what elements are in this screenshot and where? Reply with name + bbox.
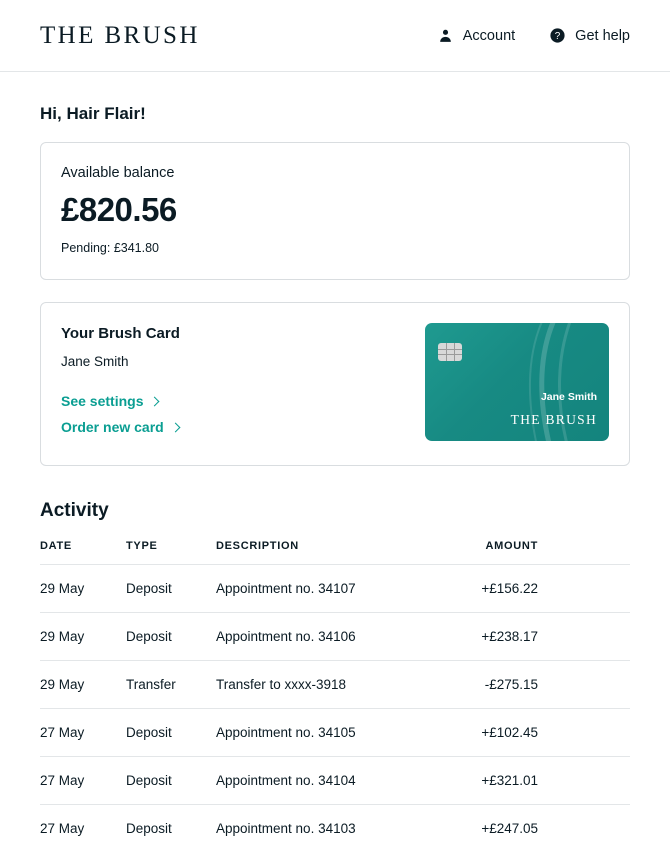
table-header-row xyxy=(40,540,630,565)
cell-amount: +£156.22 xyxy=(416,565,630,613)
available-balance-card xyxy=(40,142,630,280)
page-body xyxy=(0,104,670,850)
table-row[interactable] xyxy=(40,661,630,709)
table-row[interactable] xyxy=(40,709,630,757)
account-label: Account xyxy=(462,27,516,44)
table-row[interactable] xyxy=(40,757,630,805)
order-new-card-link[interactable] xyxy=(61,419,180,435)
column-header-description: DESCRIPTION xyxy=(216,540,416,565)
cell-type: Deposit xyxy=(126,757,216,805)
cell-type: Deposit xyxy=(126,709,216,757)
card-face-name: Jane Smith xyxy=(540,391,597,403)
brush-card-panel xyxy=(40,302,630,466)
cell-date: 29 May xyxy=(40,565,126,613)
cell-date: 27 May xyxy=(40,805,126,850)
cell-description: Appointment no. 34106 xyxy=(216,613,416,661)
balance-label: Available balance xyxy=(61,165,175,181)
cell-type: Deposit xyxy=(126,805,216,850)
cell-date: 27 May xyxy=(40,709,126,757)
cell-amount: -£275.15 xyxy=(416,661,630,709)
greeting-title: Hi, Hair Flair! xyxy=(40,104,146,123)
account-link[interactable] xyxy=(437,27,515,44)
see-settings-link[interactable] xyxy=(61,393,180,409)
table-row[interactable] xyxy=(40,805,630,850)
chevron-right-icon xyxy=(170,422,180,432)
order-new-card-label: Order new card xyxy=(61,419,164,435)
cell-date: 29 May xyxy=(40,661,126,709)
card-chip-icon xyxy=(438,343,462,361)
brand-logo: THE BRUSH xyxy=(40,21,200,49)
see-settings-label: See settings xyxy=(61,393,144,409)
question-circle-icon xyxy=(549,27,566,44)
brush-card-title: Your Brush Card xyxy=(61,325,180,342)
app-header xyxy=(0,0,670,72)
cell-description: Transfer to xxxx-3918 xyxy=(216,661,416,709)
card-face-brand: THE BRUSH xyxy=(510,412,597,427)
brush-card-holder: Jane Smith xyxy=(61,354,129,369)
table-row[interactable] xyxy=(40,613,630,661)
table-row[interactable] xyxy=(40,565,630,613)
cell-amount: +£238.17 xyxy=(416,613,630,661)
balance-amount: £820.56 xyxy=(61,191,177,228)
balance-pending: Pending: £341.80 xyxy=(61,241,160,255)
cell-type: Deposit xyxy=(126,565,216,613)
cell-date: 29 May xyxy=(40,613,126,661)
get-help-label: Get help xyxy=(575,27,630,44)
cell-type: Transfer xyxy=(126,661,216,709)
header-actions xyxy=(437,27,630,44)
svg-text:?: ? xyxy=(554,31,561,43)
cell-description: Appointment no. 34103 xyxy=(216,805,416,850)
cell-description: Appointment no. 34104 xyxy=(216,757,416,805)
cell-amount: +£102.45 xyxy=(416,709,630,757)
column-header-amount: AMOUNT xyxy=(416,540,630,565)
cell-date: 27 May xyxy=(40,757,126,805)
person-icon xyxy=(437,27,454,44)
get-help-link[interactable] xyxy=(549,27,630,44)
cell-amount: +£247.05 xyxy=(416,805,630,850)
cell-description: Appointment no. 34105 xyxy=(216,709,416,757)
activity-table xyxy=(40,540,630,850)
cell-description: Appointment no. 34107 xyxy=(216,565,416,613)
cell-amount: +£321.01 xyxy=(416,757,630,805)
cell-type: Deposit xyxy=(126,613,216,661)
activity-title: Activity xyxy=(40,500,109,521)
column-header-type: TYPE xyxy=(126,540,216,565)
column-header-date: DATE xyxy=(40,540,126,565)
brush-card-details xyxy=(61,323,180,445)
chevron-right-icon xyxy=(150,396,160,406)
card-artwork xyxy=(425,323,609,441)
